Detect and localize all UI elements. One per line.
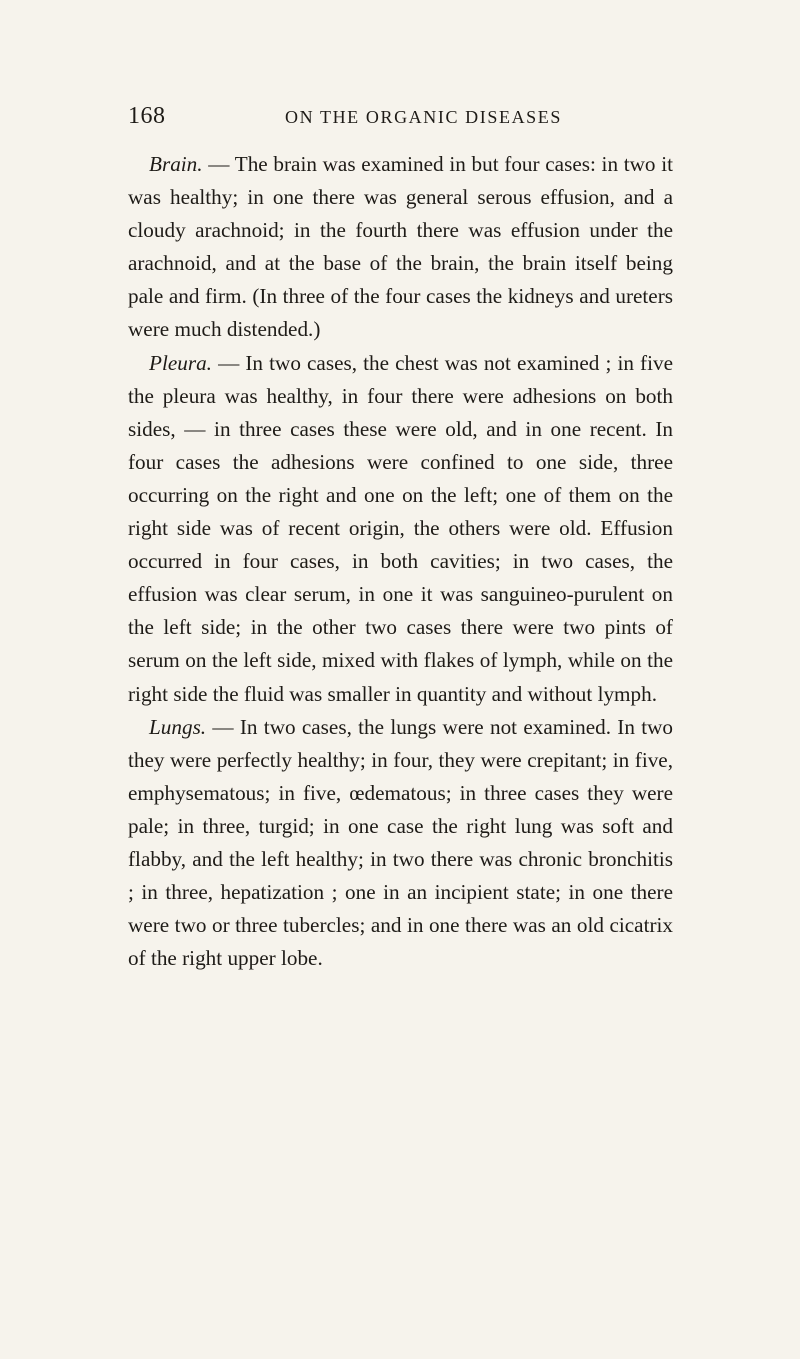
page-number: 168: [128, 103, 166, 129]
paragraph-lungs: [128, 711, 673, 976]
paragraph-text-lungs: — In two cases, the lungs were not examined. In two they were perfectly healthy; in four, they were crepitant; in five, emphysematous; in five, œdematous; in three cases they were pale; in three, turgid; in one case the right lung was soft and flabby, and the left healthy; in two there was chronic bronchitis ; in three, hepatization ; one in an incipient state; in one there were two or three tubercles; and in one there was an old cicatrix of the right upper lobe.: [128, 714, 673, 971]
section-heading-brain: Brain.: [149, 152, 203, 176]
page-header: [128, 103, 673, 133]
section-heading-lungs: Lungs.: [149, 714, 207, 739]
paragraph-brain: [128, 148, 673, 347]
paragraph-text-pleura: — In two cases, the chest was not examined ; in five the pleura was healthy, in four there were adhesions on both sides, — in three cases these were old, and in one recent. In four cases the adhesions were confined to one side, three occurring on the right and one on the left; one of them on the right side was of recent origin, the others were old. Effusion occurred in four cases, in both cavities; in two cases, the effusion was clear serum, in one it was sanguineo-purulent on the left side; in the other two cases there were two pints of serum on the left side, mixed with flakes of lymph, while on the right side the fluid was smaller in quantity and without lymph.: [128, 350, 673, 706]
paragraph-text-brain: — The brain was examined in but four cases: in two it was healthy; in one there was general serous effusion, and a cloudy arachnoid; in the fourth there was effusion under the arachnoid, and at the base of the brain, the brain itself being pale and firm. (In three of the four cases the kidneys and ureters were much distended.): [128, 152, 673, 342]
paragraph-pleura: [128, 347, 673, 711]
section-heading-pleura: Pleura.: [149, 350, 212, 375]
running-head: ON THE ORGANIC DISEASES: [285, 107, 562, 127]
body-text: [128, 148, 673, 975]
